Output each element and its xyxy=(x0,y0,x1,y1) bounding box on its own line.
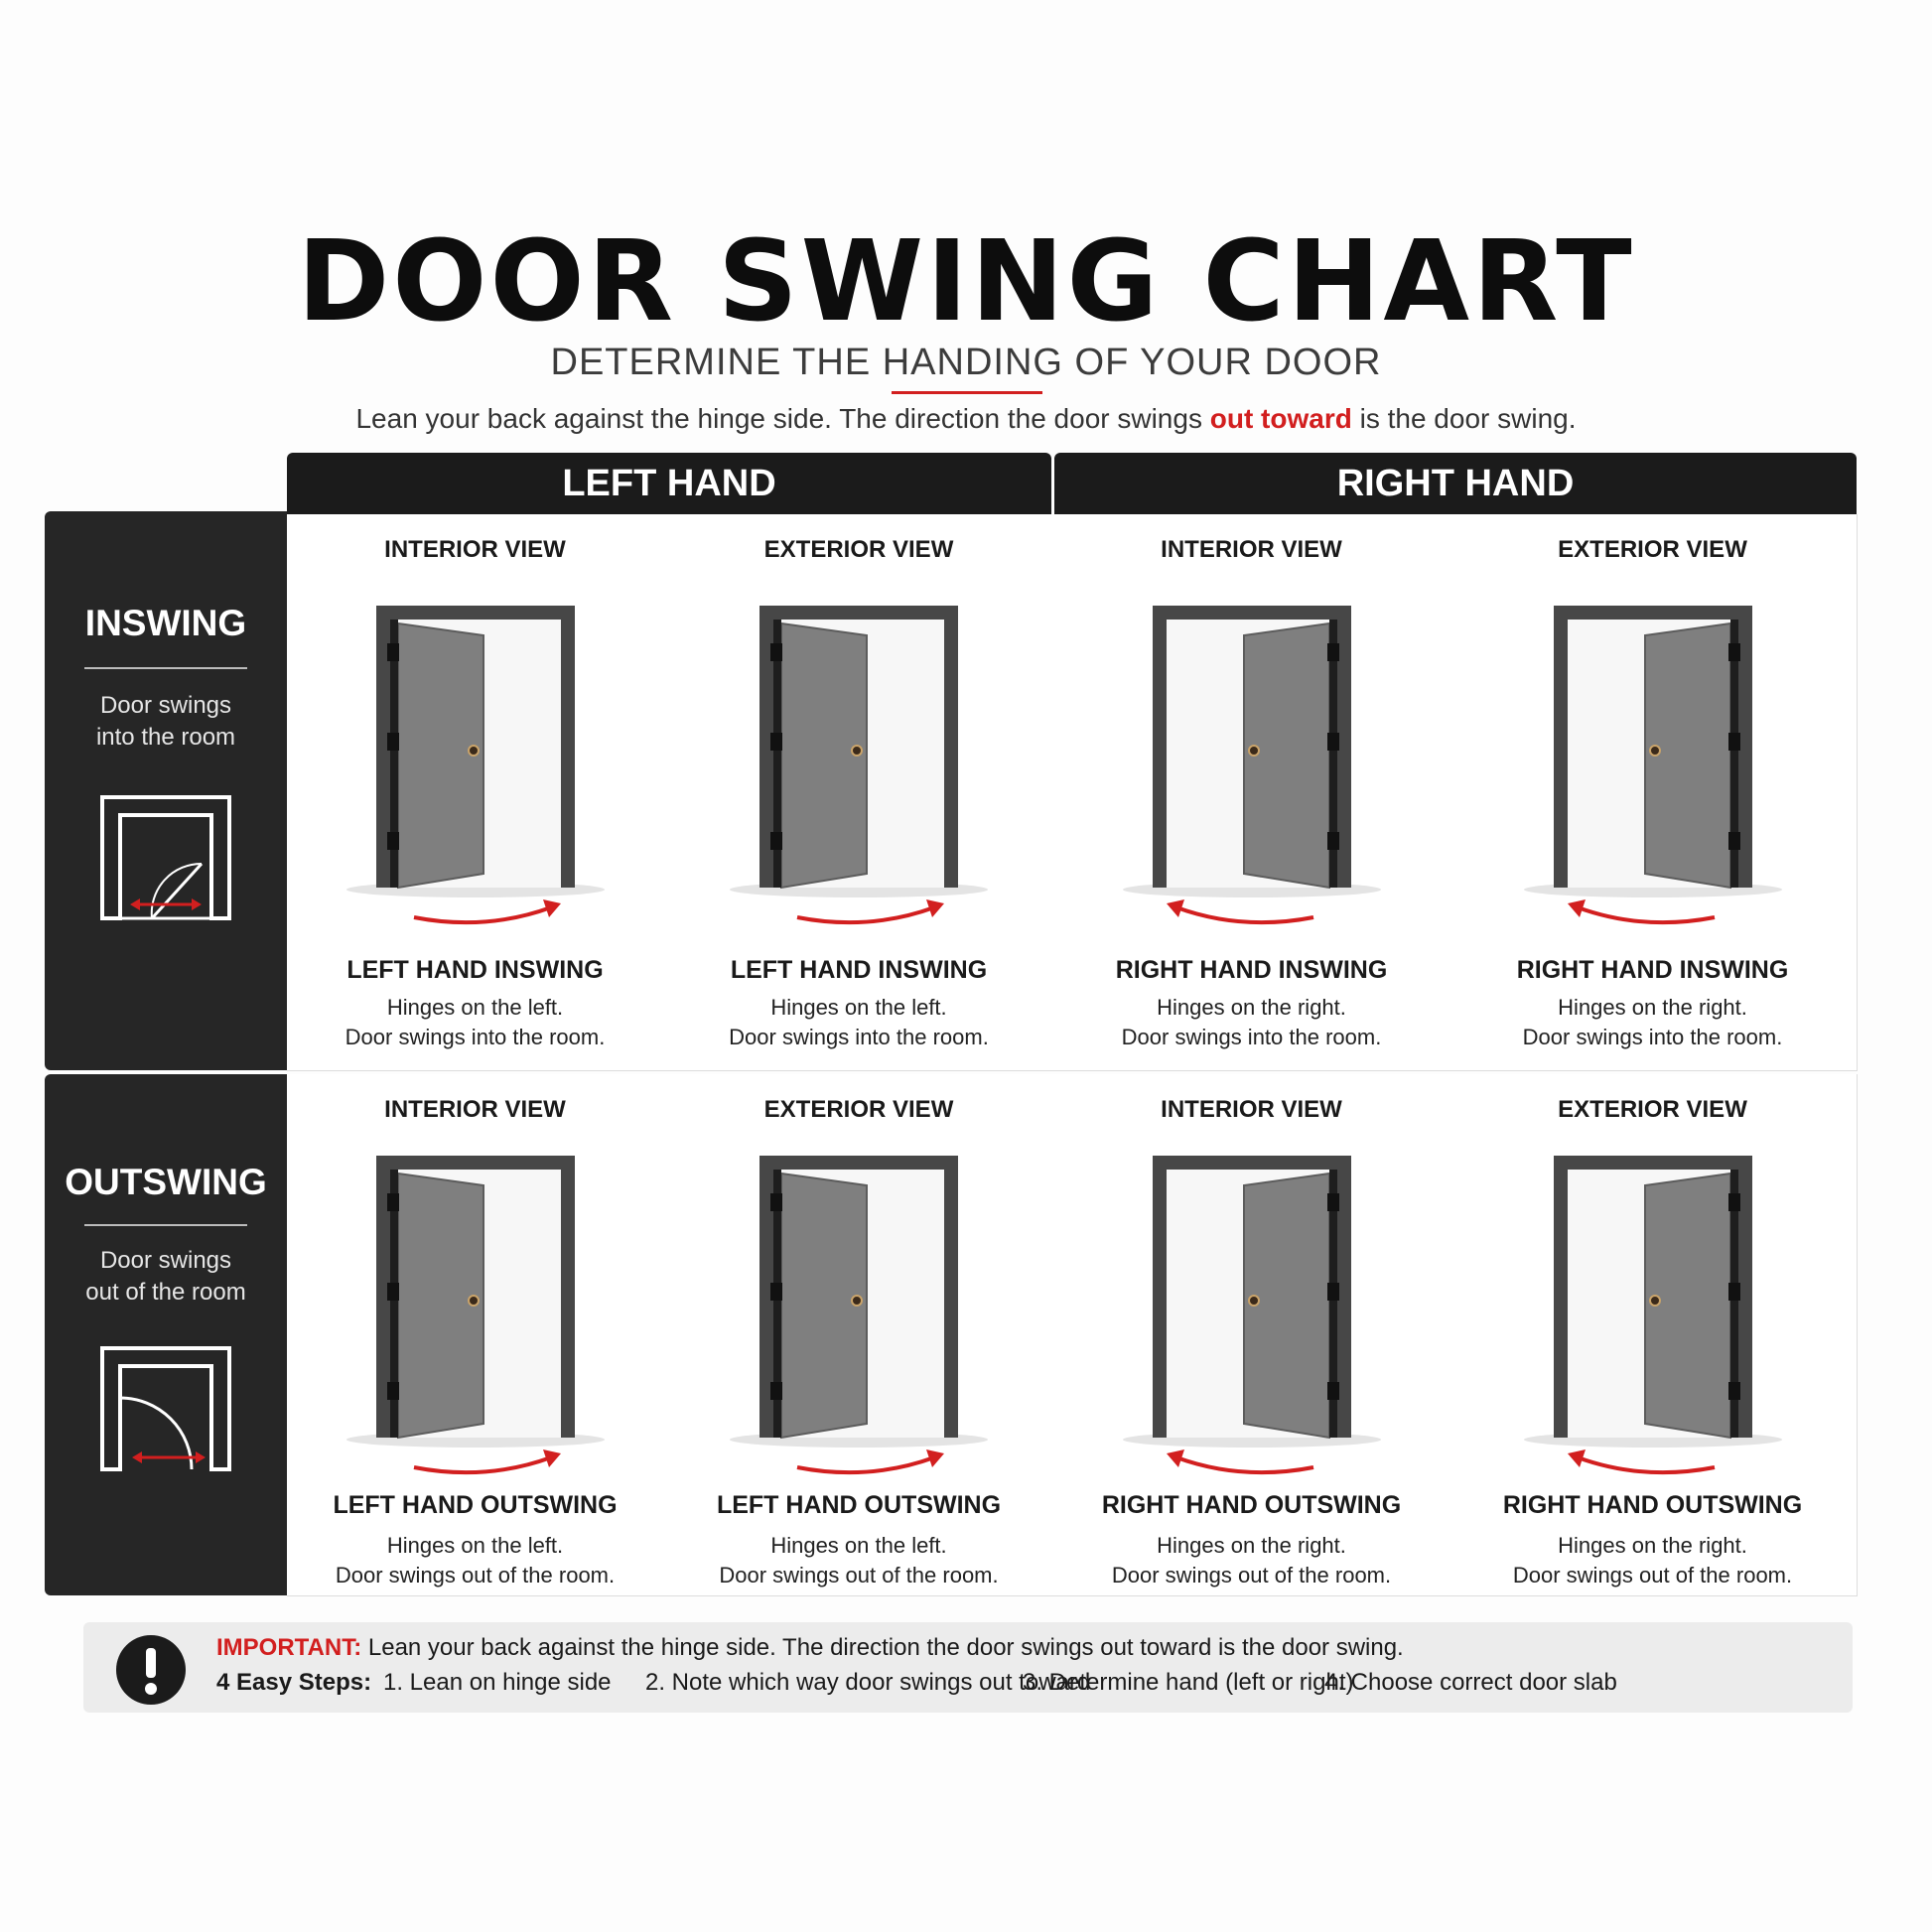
hinge-icon xyxy=(1327,643,1339,661)
door-knob-icon xyxy=(1650,1296,1660,1306)
steps-label: 4 Easy Steps: xyxy=(216,1669,372,1696)
hinge-icon xyxy=(387,733,399,751)
subtitle-divider xyxy=(892,391,1042,394)
inswing-plan-icon xyxy=(92,779,239,926)
door-swing-cell xyxy=(663,1074,1055,1596)
swing-type-label: LEFT HAND OUTSWING xyxy=(333,1491,618,1519)
swing-description: Door swings into the room. xyxy=(345,1025,606,1049)
hinge-icon xyxy=(387,1283,399,1301)
swing-description: Door swings out of the room. xyxy=(1111,1563,1392,1587)
row-desc-line2: into the room xyxy=(95,724,236,751)
swing-arrow-icon xyxy=(1578,907,1715,922)
hinge-icon xyxy=(770,1283,782,1301)
hinge-icon xyxy=(770,1382,782,1400)
lead-instruction xyxy=(0,401,1932,437)
hinge-icon xyxy=(387,643,399,661)
swing-description: Door swings out of the room. xyxy=(719,1563,999,1587)
swing-description: Door swings into the room. xyxy=(729,1025,989,1049)
door-knob-icon xyxy=(469,746,479,756)
door-swing-cell xyxy=(1054,514,1449,1071)
important-footer xyxy=(83,1622,1853,1713)
door-swing-cell xyxy=(1449,1074,1858,1596)
door-illustration xyxy=(327,584,624,951)
row-desc-line1: Door swings xyxy=(99,692,232,719)
hinge-description: Hinges on the right. xyxy=(1558,995,1747,1020)
step-4: 4. Choose correct door slab xyxy=(1324,1669,1617,1696)
row-header-inswing xyxy=(45,511,287,1070)
swing-description: Door swings out of the room. xyxy=(1512,1563,1793,1587)
door-swing-cell xyxy=(663,514,1055,1071)
swing-arrow-icon xyxy=(414,907,551,922)
swing-type-label: RIGHT HAND OUTSWING xyxy=(1101,1491,1402,1519)
swing-arrow-icon xyxy=(1176,1457,1313,1472)
door-swing-cell xyxy=(1449,514,1858,1071)
hinge-icon xyxy=(1728,643,1740,661)
door-illustration xyxy=(1504,584,1802,951)
swing-description: Door swings into the room. xyxy=(1121,1025,1382,1049)
swing-type-label: LEFT HAND INSWING xyxy=(346,956,604,984)
exclamation-icon xyxy=(115,1634,187,1706)
hinge-icon xyxy=(770,832,782,850)
door-illustration xyxy=(1504,1134,1802,1501)
door-knob-icon xyxy=(1650,746,1660,756)
swing-arrow-icon xyxy=(1176,907,1313,922)
door-illustration xyxy=(710,1134,1008,1501)
door-knob-icon xyxy=(852,746,862,756)
step-3: 3. Determine hand (left or right) xyxy=(1023,1669,1354,1696)
swing-type-label: LEFT HAND INSWING xyxy=(730,956,988,984)
hinge-description: Hinges on the right. xyxy=(1157,995,1346,1020)
outswing-plan-icon xyxy=(92,1330,239,1477)
door-swing-cell xyxy=(1054,1074,1449,1596)
swing-type-label: RIGHT HAND INSWING xyxy=(1516,956,1789,984)
lead-text-end: is the door swing. xyxy=(1351,403,1577,434)
door-knob-icon xyxy=(1249,1296,1259,1306)
view-label: INTERIOR VIEW xyxy=(384,1096,566,1123)
view-label: INTERIOR VIEW xyxy=(1161,536,1342,563)
important-text: Lean your back against the hinge side. The direction the door swings out toward is the door swing. xyxy=(361,1634,1404,1661)
hinge-icon xyxy=(1728,1382,1740,1400)
hinge-icon xyxy=(1728,733,1740,751)
view-label: EXTERIOR VIEW xyxy=(763,1096,954,1123)
door-illustration xyxy=(1103,1134,1401,1501)
swing-description: Door swings out of the room. xyxy=(335,1563,616,1587)
step-1: 1. Lean on hinge side xyxy=(383,1669,612,1696)
hinge-icon xyxy=(1728,832,1740,850)
swing-arrow-icon xyxy=(797,1457,934,1472)
hinge-icon xyxy=(1327,1283,1339,1301)
page-subtitle: DETERMINE THE HANDING OF YOUR DOOR xyxy=(550,342,1382,383)
door-illustration xyxy=(710,584,1008,951)
hinge-icon xyxy=(770,643,782,661)
swing-type-label: RIGHT HAND OUTSWING xyxy=(1502,1491,1803,1519)
view-label: INTERIOR VIEW xyxy=(1161,1096,1342,1123)
row-title: OUTSWING xyxy=(65,1162,267,1202)
door-knob-icon xyxy=(852,1296,862,1306)
row-divider xyxy=(84,1224,247,1226)
hinge-icon xyxy=(387,1193,399,1211)
door-knob-icon xyxy=(469,1296,479,1306)
hinge-description: Hinges on the left. xyxy=(770,995,947,1020)
hinge-icon xyxy=(1327,1382,1339,1400)
swing-type-label: RIGHT HAND INSWING xyxy=(1115,956,1388,984)
hinge-description: Hinges on the left. xyxy=(386,995,564,1020)
swing-arrow-icon xyxy=(414,1457,551,1472)
door-illustration xyxy=(327,1134,624,1501)
view-label: EXTERIOR VIEW xyxy=(1558,1096,1747,1123)
row-desc-line2: out of the room xyxy=(85,1279,246,1306)
view-label: INTERIOR VIEW xyxy=(384,536,566,563)
row-header-outswing xyxy=(45,1074,287,1595)
door-swing-cell xyxy=(287,514,664,1071)
view-label: EXTERIOR VIEW xyxy=(763,536,954,563)
hinge-description: Hinges on the left. xyxy=(770,1533,947,1558)
door-knob-icon xyxy=(1249,746,1259,756)
hinge-icon xyxy=(1327,832,1339,850)
row-title: INSWING xyxy=(84,603,247,643)
hinge-description: Hinges on the left. xyxy=(386,1533,564,1558)
hinge-icon xyxy=(1327,1193,1339,1211)
hinge-icon xyxy=(1327,733,1339,751)
hinge-description: Hinges on the right. xyxy=(1157,1533,1346,1558)
important-note xyxy=(216,1634,1404,1662)
lead-text-start: Lean your back against the hinge side. The direction the door swings xyxy=(355,403,1210,434)
column-header-left-hand: LEFT HAND xyxy=(287,453,1051,514)
important-label: IMPORTANT: xyxy=(216,1634,362,1661)
swing-type-label: LEFT HAND OUTSWING xyxy=(716,1491,1002,1519)
hinge-icon xyxy=(387,1382,399,1400)
hinge-icon xyxy=(387,832,399,850)
lead-text-accent: out toward xyxy=(1209,403,1352,434)
hinge-description: Hinges on the right. xyxy=(1558,1533,1747,1558)
hinge-icon xyxy=(770,1193,782,1211)
swing-arrow-icon xyxy=(797,907,934,922)
column-header-right-hand: RIGHT HAND xyxy=(1054,453,1857,514)
step-2: 2. Note which way door swings out toward xyxy=(645,1669,1091,1696)
door-swing-cell xyxy=(287,1074,664,1596)
hinge-icon xyxy=(770,733,782,751)
page-title: DOOR SWING CHART xyxy=(297,217,1635,346)
row-divider xyxy=(84,667,247,669)
swing-description: Door swings into the room. xyxy=(1522,1025,1783,1049)
row-desc-line1: Door swings xyxy=(99,1247,232,1274)
view-label: EXTERIOR VIEW xyxy=(1558,536,1747,563)
hinge-icon xyxy=(1728,1283,1740,1301)
swing-arrow-icon xyxy=(1578,1457,1715,1472)
door-illustration xyxy=(1103,584,1401,951)
hinge-icon xyxy=(1728,1193,1740,1211)
